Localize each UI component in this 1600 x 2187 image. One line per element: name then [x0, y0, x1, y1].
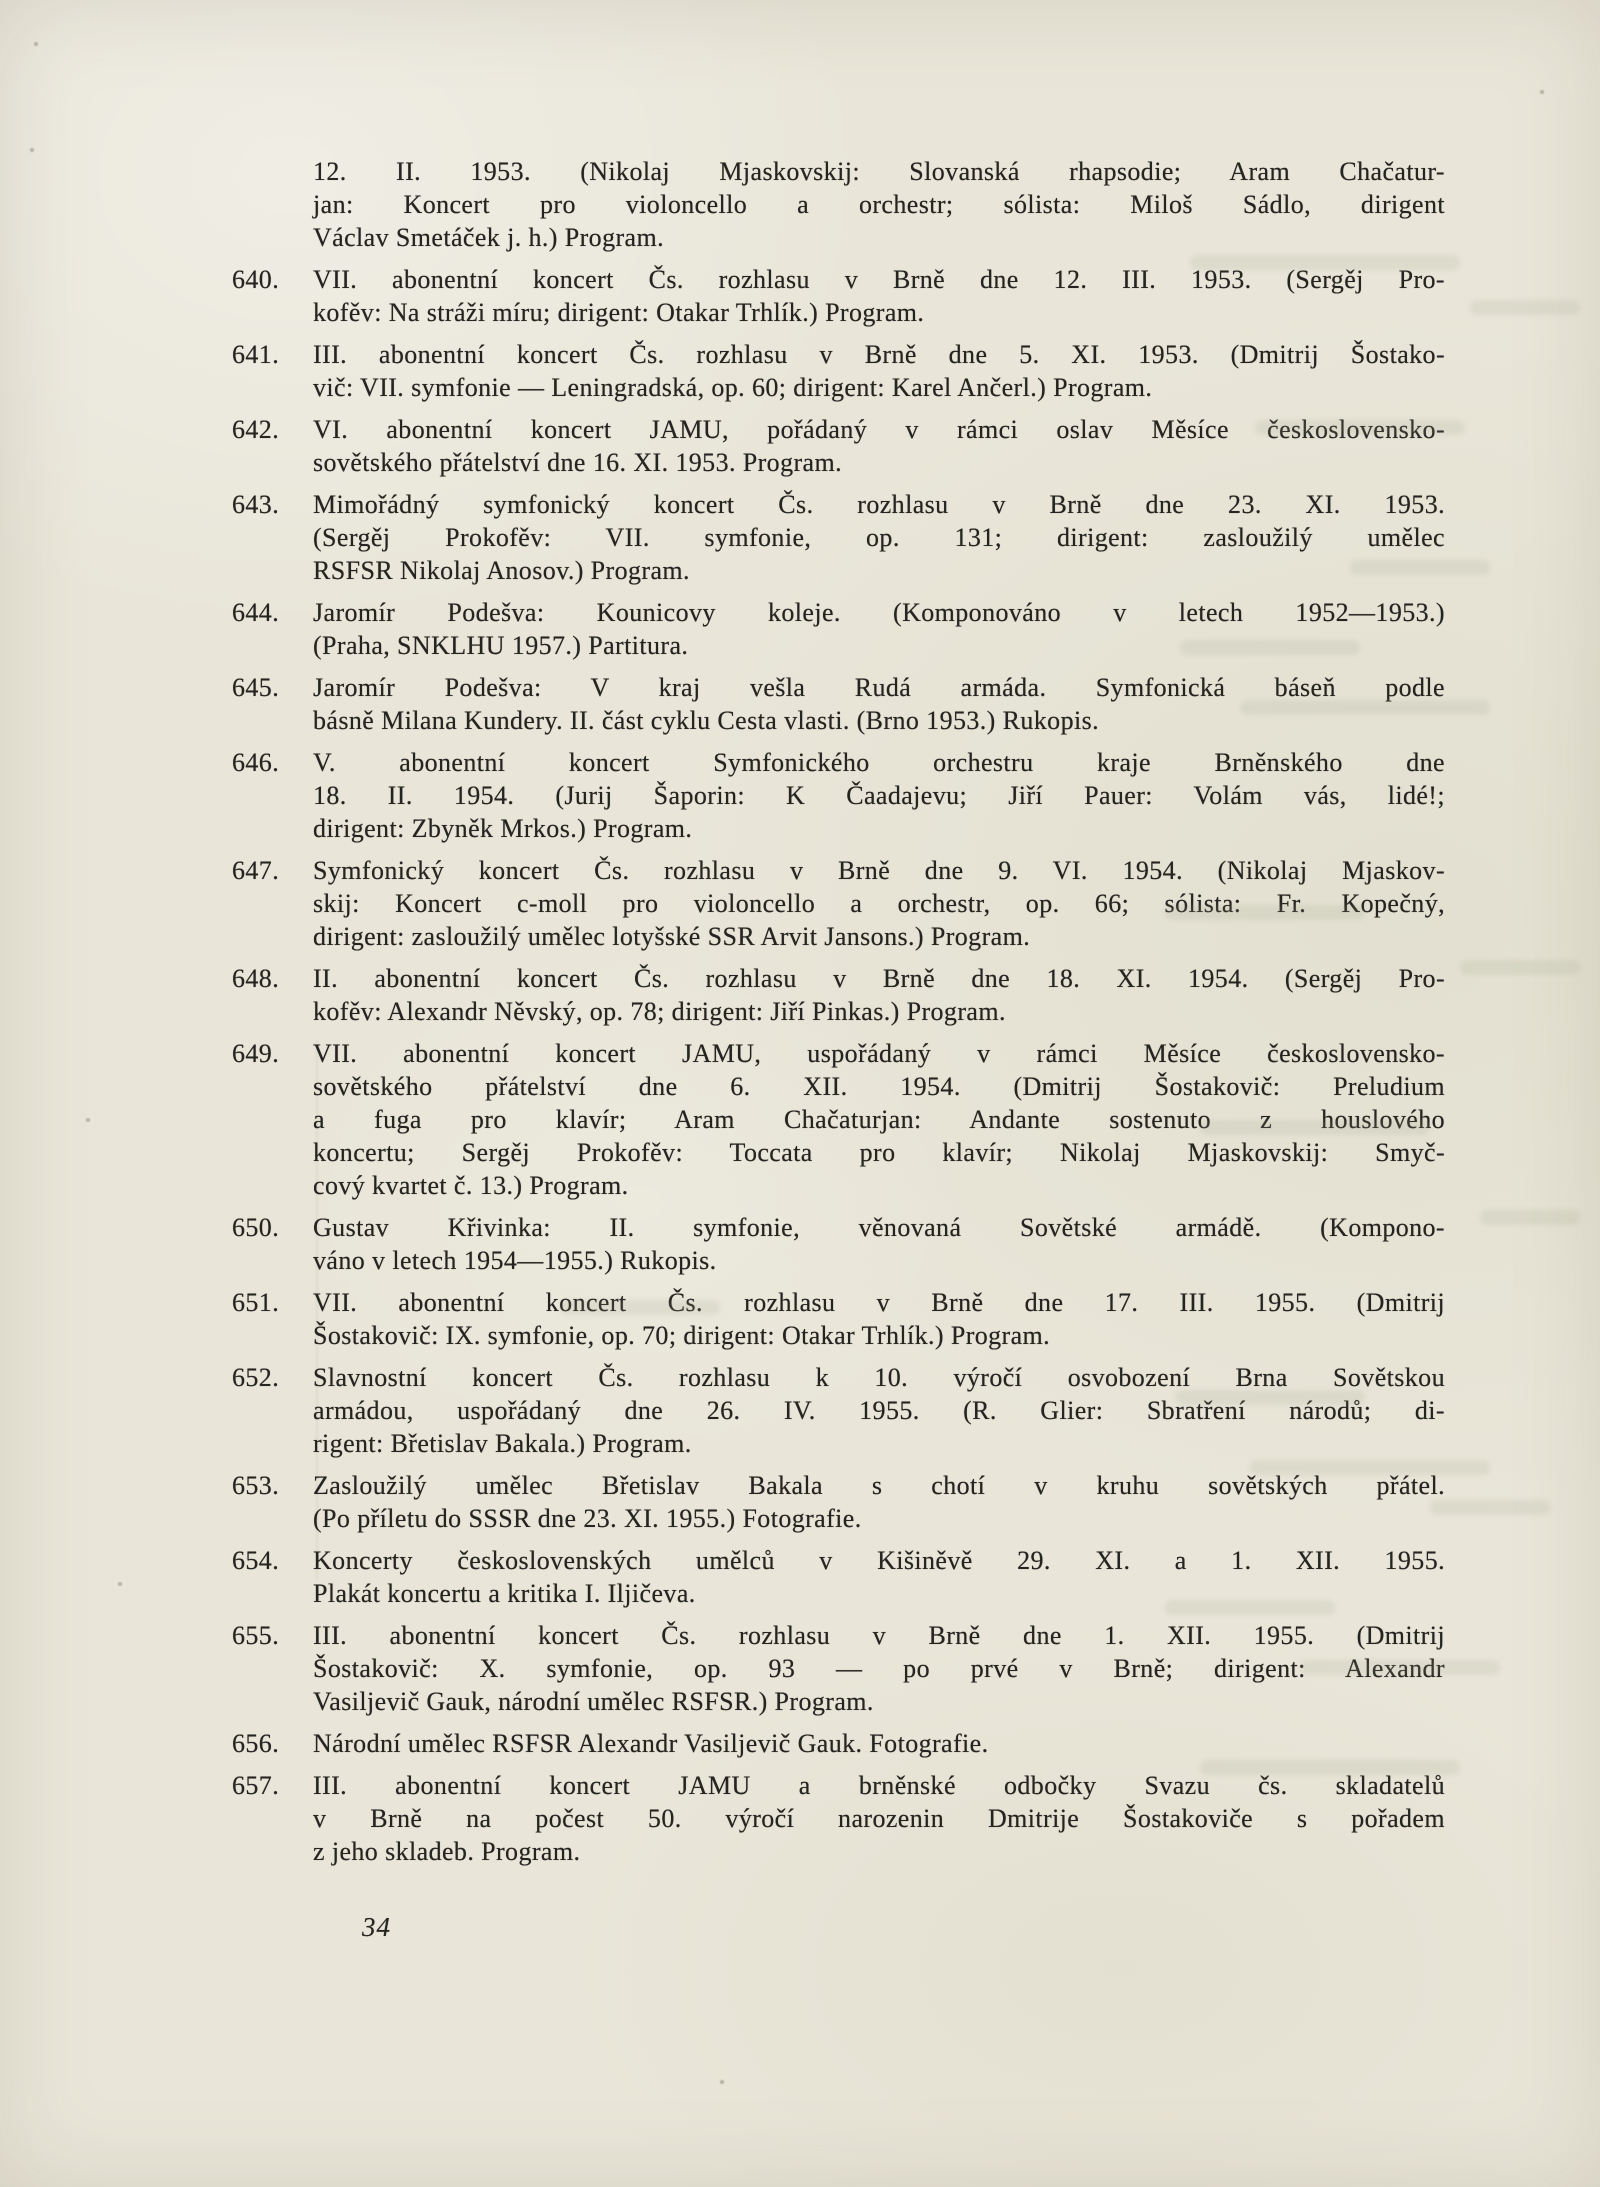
text-line: sovětského přátelství dne 6. XII. 1954. (Dmitrij Šostakovič: Preludium [313, 1072, 1445, 1101]
catalog-entry [232, 1769, 1445, 1868]
bleed-through-artifact [1255, 420, 1465, 435]
continuation-paragraph [232, 155, 1445, 254]
paper-speck [720, 2080, 724, 2084]
catalog-entry [232, 488, 1445, 587]
bleed-through-artifact [1240, 700, 1490, 715]
paper-speck [86, 1118, 90, 1122]
catalog-entry [232, 1469, 1445, 1535]
text-line: VII. abonentní koncert JAMU, uspořádaný v rámci Měsíce československo- [313, 1039, 1445, 1068]
entry-number: 645. [232, 673, 280, 702]
text-line: V. abonentní koncert Symfonického orchestru kraje Brněnského dne [313, 748, 1445, 777]
catalog-entry [232, 962, 1445, 1028]
entry-number: 649. [232, 1039, 280, 1068]
entry-text [313, 1211, 1445, 1277]
paper-speck [118, 1582, 122, 1586]
text-line: (Po příletu do SSSR dne 23. XI. 1955.) Fotografie. [313, 1504, 862, 1533]
bleed-through-artifact [1480, 1210, 1580, 1225]
entry-text [313, 962, 1445, 1028]
text-line: (Sergěj Prokofěv: VII. symfonie, op. 131; dirigent: zasloužilý umělec [313, 523, 1445, 552]
text-line: váno v letech 1954—1955.) Rukopis. [313, 1246, 717, 1275]
catalog-entry [232, 854, 1445, 953]
text-line: Mimořádný symfonický koncert Čs. rozhlasu v Brně dne 23. XI. 1953. [313, 490, 1445, 519]
entry-text [313, 338, 1445, 404]
entry-text [313, 746, 1445, 845]
text-line: III. abonentní koncert Čs. rozhlasu v Brně dne 5. XI. 1953. (Dmitrij Šostako- [313, 340, 1445, 369]
text-line: básně Milana Kundery. II. část cyklu Cesta vlasti. (Brno 1953.) Rukopis. [313, 706, 1100, 735]
bleed-through-artifact [1165, 905, 1365, 920]
entry-text [313, 854, 1445, 953]
text-line: Gustav Křivinka: II. symfonie, věnovaná Sovětské armádě. (Kompono- [313, 1213, 1445, 1242]
entry-number: 640. [232, 265, 280, 294]
text-line: VII. abonentní koncert Čs. rozhlasu v Brně dne 17. III. 1955. (Dmitrij [313, 1288, 1445, 1317]
text-line: dirigent: zasloužilý umělec lotyšské SSR Arvit Jansons.) Program. [313, 922, 1031, 951]
text-line: Šostakovič: IX. symfonie, op. 70; dirigent: Otakar Trhlík.) Program. [313, 1321, 1051, 1350]
text-line: sovětského přátelství dne 16. XI. 1953. Program. [313, 448, 843, 477]
text-line: Jaromír Podešva: V kraj vešla Rudá armáda. Symfonická báseň podle [313, 673, 1445, 702]
entry-text [313, 263, 1445, 329]
bleed-through-artifact [1460, 960, 1580, 975]
text-line: 18. II. 1954. (Jurij Šaporin: K Čaadajevu; Jiří Pauer: Volám vás, lidé!; [313, 781, 1445, 810]
text-line: VI. abonentní koncert JAMU, pořádaný v rámci oslav Měsíce československo- [313, 415, 1445, 444]
catalog-entry [232, 1361, 1445, 1460]
text-line: kofěv: Na stráži míru; dirigent: Otakar Trhlík.) Program. [313, 298, 925, 327]
text-line: Šostakovič: X. symfonie, op. 93 — po prvé v Brně; dirigent: Alexandr [313, 1654, 1445, 1683]
page-number: 34 [362, 1912, 391, 1942]
entry-text [313, 1286, 1445, 1352]
text-line: Plakát koncertu a kritika I. Iljičeva. [313, 1579, 696, 1608]
entry-number: 650. [232, 1213, 280, 1242]
text-line: II. abonentní koncert Čs. rozhlasu v Brně dne 18. XI. 1954. (Sergěj Pro- [313, 964, 1445, 993]
paper-speck [1540, 90, 1544, 94]
entry-number: 651. [232, 1288, 280, 1317]
entry-number: 653. [232, 1471, 280, 1500]
entry-number: 644. [232, 598, 280, 627]
bleed-through-artifact [1175, 1390, 1365, 1405]
catalog-entry [232, 1211, 1445, 1277]
entry-text [313, 1619, 1445, 1718]
bleed-through-artifact [1190, 255, 1460, 270]
entry-number: 657. [232, 1771, 280, 1800]
text-line: III. abonentní koncert Čs. rozhlasu v Brně dne 1. XII. 1955. (Dmitrij [313, 1621, 1445, 1650]
catalog-entry [232, 1727, 1445, 1760]
entry-number: 652. [232, 1363, 280, 1392]
text-line: Václav Smetáček j. h.) Program. [313, 223, 665, 252]
bleed-through-artifact [1350, 560, 1490, 575]
text-line: v Brně na počest 50. výročí narozenin Dmitrije Šostakoviče s pořadem [313, 1804, 1445, 1833]
entry-list [0, 155, 1445, 1877]
bleed-through-artifact [560, 1300, 720, 1315]
bleed-through-artifact [1180, 640, 1360, 655]
text-line: armádou, uspořádaný dne 26. IV. 1955. (R. Glier: Sbratření národů; di- [313, 1396, 1445, 1425]
text-line: VII. abonentní koncert Čs. rozhlasu v Brně dne 12. III. 1953. (Sergěj Pro- [313, 265, 1445, 294]
text-line: Národní umělec RSFSR Alexandr Vasiljevič Gauk. Fotografie. [313, 1729, 989, 1758]
entry-number: 656. [232, 1729, 280, 1758]
entry-number: 648. [232, 964, 280, 993]
catalog-entry [232, 338, 1445, 404]
bleed-through-artifact [1430, 1500, 1550, 1515]
bleed-through-artifact [1470, 300, 1580, 315]
catalog-entry [232, 263, 1445, 329]
paper-speck [34, 42, 38, 46]
entry-text [313, 1361, 1445, 1460]
entry-number: 647. [232, 856, 280, 885]
entry-text [313, 155, 1445, 254]
entry-number: 646. [232, 748, 280, 777]
bleed-through-artifact [1300, 1660, 1500, 1675]
text-line: koncertu; Sergěj Prokofěv: Toccata pro klavír; Nikolaj Mjaskovskij: Smyč- [313, 1138, 1445, 1167]
text-line: Symfonický koncert Čs. rozhlasu v Brně dne 9. VI. 1954. (Nikolaj Mjaskov- [313, 856, 1445, 885]
text-line: vič: VII. symfonie — Leningradská, op. 60; dirigent: Karel Ančerl.) Program. [313, 373, 1153, 402]
bleed-through-artifact [1250, 1460, 1490, 1475]
entry-text [313, 1769, 1445, 1868]
text-line: a fuga pro klavír; Aram Chačaturjan: Andante sostenuto z houslového [313, 1105, 1445, 1134]
text-line: Jaromír Podešva: Kounicovy koleje. (Komponováno v letech 1952—1953.) [313, 598, 1445, 627]
text-line: Zasloužilý umělec Břetislav Bakala s chotí v kruhu sovětských přátel. [313, 1471, 1445, 1500]
text-line: Slavnostní koncert Čs. rozhlasu k 10. výročí osvobození Brna Sovětskou [313, 1363, 1445, 1392]
text-line: z jeho skladeb. Program. [313, 1837, 581, 1866]
catalog-entry [232, 746, 1445, 845]
text-line: (Praha, SNKLHU 1957.) Partitura. [313, 631, 689, 660]
text-line: jan: Koncert pro violoncello a orchestr; sólista: Miloš Sádlo, dirigent [313, 190, 1445, 219]
text-line: Vasiljevič Gauk, národní umělec RSFSR.) Program. [313, 1687, 874, 1716]
text-line: rigent: Břetislav Bakala.) Program. [313, 1429, 692, 1458]
catalog-entry [232, 1619, 1445, 1718]
text-line: 12. II. 1953. (Nikolaj Mjaskovskij: Slovanská rhapsodie; Aram Chačatur- [313, 157, 1445, 186]
text-line: dirigent: Zbyněk Mrkos.) Program. [313, 814, 693, 843]
text-line: kofěv: Alexandr Něvský, op. 78; dirigent: Jiří Pinkas.) Program. [313, 997, 1006, 1026]
catalog-entry [232, 1286, 1445, 1352]
bleed-through-artifact [1165, 1600, 1335, 1615]
paper-speck [30, 148, 34, 152]
text-line: Koncerty československých umělců v Kišiněvě 29. XI. a 1. XII. 1955. [313, 1546, 1445, 1575]
text-line: RSFSR Nikolaj Anosov.) Program. [313, 556, 690, 585]
entry-number: 642. [232, 415, 280, 444]
text-line: skij: Koncert c-moll pro violoncello a orchestr, op. 66; sólista: Fr. Kopečný, [313, 889, 1445, 918]
entry-text [313, 1727, 1445, 1760]
text-line: cový kvartet č. 13.) Program. [313, 1171, 629, 1200]
entry-number: 655. [232, 1621, 280, 1650]
entry-number: 643. [232, 490, 280, 519]
entry-number: 641. [232, 340, 280, 369]
entry-text [313, 488, 1445, 587]
text-line: III. abonentní koncert JAMU a brněnské odbočky Svazu čs. skladatelů [313, 1771, 1445, 1800]
entry-text [313, 1469, 1445, 1535]
bleed-through-artifact [1200, 1760, 1460, 1775]
entry-number: 654. [232, 1546, 280, 1575]
bleed-through-artifact [1200, 1120, 1430, 1135]
